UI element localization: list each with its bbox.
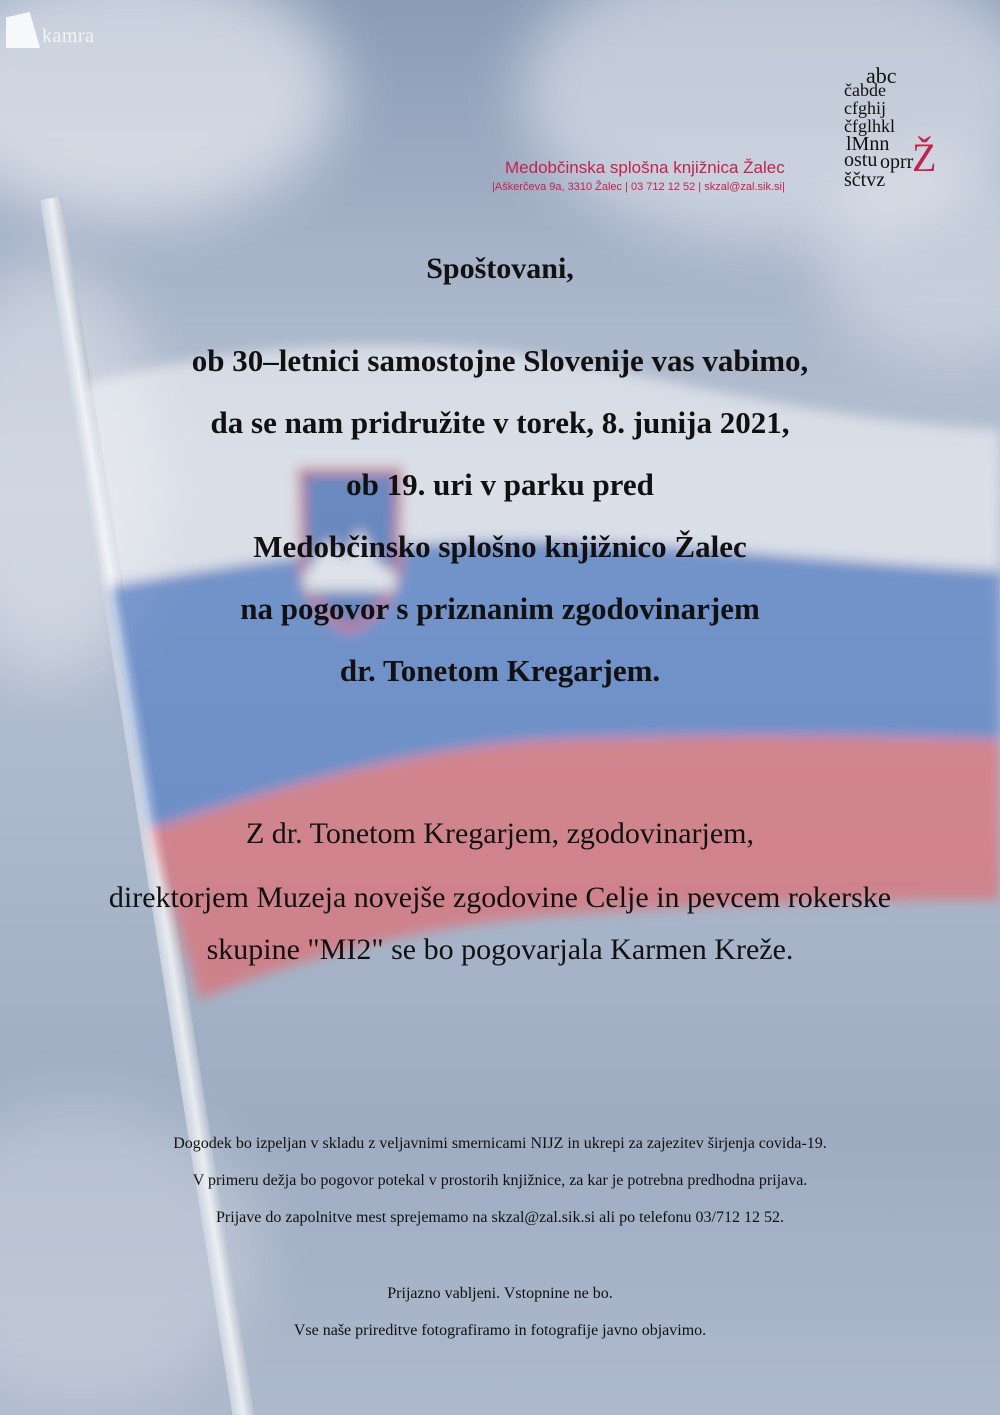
invitation-block	[0, 330, 1000, 702]
invitation-line: dr. Tonetom Kregarjem.	[339, 653, 661, 688]
kamra-logo-icon	[6, 12, 40, 48]
notes-block	[0, 1130, 1000, 1241]
greeting: Spoštovani,	[426, 252, 574, 285]
note-line: V primeru dežja bo pogovor potekal v prostorih knjižnice, za kar je potrebna predhodna prijava.	[192, 1172, 808, 1189]
description-line: Z dr. Tonetom Kregarjem, zgodovinarjem,	[245, 817, 755, 850]
library-alphabet-logo: abc čabde cfghij čfglhkl lMnn oprr ostu ščtvz Ž	[844, 63, 937, 191]
invitation-line: na pogovor s priznanim zgodovinarjem	[240, 591, 760, 626]
closing-block	[0, 1280, 1000, 1354]
closing-line: Prijazno vabljeni. Vstopnine ne bo.	[387, 1285, 613, 1302]
description-block	[0, 808, 1000, 976]
kamra-text: kamra	[42, 25, 95, 47]
note-line: Prijave do zapolnitve mest sprejemamo na skzal@zal.sik.si ali po telefonu 03/712 12 52.	[216, 1209, 784, 1226]
description-line: direktorjem Muzeja novejše zgodovine Celje in pevcem rokerske	[108, 881, 892, 914]
library-name: Medobčinska splošna knjižnica Žalec	[505, 158, 785, 177]
description-line: skupine "MI2" se bo pogovarjala Karmen Kreže.	[206, 933, 794, 966]
invitation-line: ob 19. uri v parku pred	[346, 467, 654, 502]
library-address: |Aškerčeva 9a, 3310 Žalec | 03 712 12 52 | skzal@zal.sik.si|	[492, 181, 785, 193]
closing-line: Vse naše prireditve fotografiramo in fotografije javno objavimo.	[293, 1322, 707, 1339]
kamra-watermark	[6, 12, 94, 48]
invitation-line: da se nam pridružite v torek, 8. junija 2021,	[210, 405, 790, 440]
invitation-line: Medobčinsko splošno knjižnico Žalec	[253, 529, 747, 564]
invitation-line: ob 30–letnici samostojne Slovenije vas vabimo,	[191, 343, 809, 378]
note-line: Dogodek bo izpeljan v skladu z veljavnimi smernicami NIJZ in ukrepi za zajezitev širjenja covida-19.	[173, 1135, 827, 1152]
